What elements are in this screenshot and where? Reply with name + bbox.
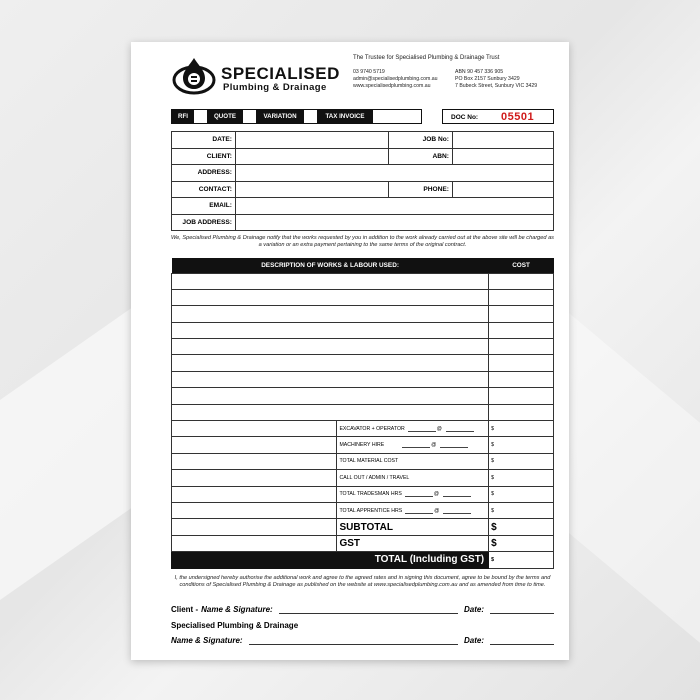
total-cost[interactable]: $ (489, 552, 554, 568)
company-name-signature-label: Name & Signature: (171, 636, 243, 645)
works-description-line[interactable] (172, 388, 489, 404)
client-signature-field[interactable] (279, 606, 458, 614)
works-cost-line[interactable] (489, 289, 554, 305)
machinery-hire-line[interactable]: MACHINERY HIRE @ (337, 437, 489, 453)
works-cost-line[interactable] (489, 388, 554, 404)
contact-field[interactable] (236, 181, 389, 198)
background-shape (550, 297, 700, 643)
works-line-blank (172, 502, 337, 518)
abn-number: ABN 90 457 336 905 (455, 69, 504, 75)
po-box: PO Box 2157 Sunbury 3429 (455, 76, 520, 82)
brand-logo-icon (171, 54, 217, 96)
company-name-row (171, 621, 554, 630)
works-description-line[interactable] (172, 322, 489, 338)
apprentice-hrs-line[interactable]: TOTAL APPRENTICE HRS @ (337, 502, 489, 518)
contact-label: CONTACT: (172, 181, 236, 198)
address-field[interactable] (236, 165, 554, 182)
email-field[interactable] (236, 198, 554, 215)
excavator-cost[interactable]: $ (489, 421, 554, 437)
cost-header: COST (489, 258, 554, 273)
phone-label: PHONE: (389, 181, 453, 198)
works-line-blank (172, 470, 337, 486)
client-signature-row (171, 605, 554, 614)
gst-label: GST (337, 535, 489, 551)
doc-number-label: DOC No: (451, 114, 479, 121)
subtotal-label: SUBTOTAL (337, 519, 489, 535)
works-cost-line[interactable] (489, 306, 554, 322)
checkbox-rfi[interactable] (194, 110, 207, 123)
type-label-quote: QUOTE (207, 110, 243, 123)
type-label-variation: VARIATION (256, 110, 304, 123)
checkbox-variation[interactable] (304, 110, 317, 123)
client-date-label: Date: (463, 605, 484, 614)
variation-notice: We, Specialised Plumbing & Drainage notify that the works requested by you in addition to the work already carried out at the above site will be charged as a variation or an extra payment pertaining to the same terms of the original contract. (171, 235, 554, 249)
company-signature-field[interactable] (249, 637, 458, 645)
email-label: EMAIL: (172, 198, 236, 215)
phone-field[interactable] (453, 181, 554, 198)
works-line-blank (172, 535, 337, 551)
apprentice-cost[interactable]: $ (489, 502, 554, 518)
gst-cost[interactable]: $ (489, 535, 554, 551)
works-description-line[interactable] (172, 355, 489, 371)
date-field[interactable] (236, 132, 389, 149)
document-type-bar (171, 109, 422, 124)
client-name-signature-label: Name & Signature: (201, 605, 273, 614)
excavator-line[interactable]: EXCAVATOR + OPERATOR @ (337, 421, 489, 437)
email-address: admin@specialisedplumbing.com.au (353, 76, 438, 82)
street-address: 7 Bubeck Street, Sunbury VIC 3429 (455, 83, 538, 89)
company-details (455, 69, 537, 90)
checkbox-tax-invoice[interactable] (373, 110, 421, 123)
subtotal-cost[interactable]: $ (489, 519, 554, 535)
works-cost-line[interactable] (489, 322, 554, 338)
company-name-label: Specialised Plumbing & Drainage (171, 621, 299, 630)
client-date-field[interactable] (490, 606, 554, 614)
works-description-line[interactable] (172, 289, 489, 305)
works-table (171, 258, 554, 569)
contact-details (353, 69, 438, 90)
works-line-blank (172, 486, 337, 502)
authorisation-text: I, the undersigned hereby authorise the additional work and agree to the agreed rates and in signing this document, agree to be bound by the terms and conditions of Specialised Plumbing & Drainage as published on the website at www.specialisedplumbing.com.au and as amended from time to time. (174, 575, 551, 589)
website: www.specialisedplumbing.com.au (353, 83, 431, 89)
job-no-field[interactable] (453, 132, 554, 149)
type-label-tax-invoice: TAX INVOICE (317, 110, 373, 123)
client-prefix: Client - (171, 605, 199, 614)
company-signature-row (171, 636, 554, 645)
material-cost[interactable]: $ (489, 453, 554, 469)
brand-name: SPECIALISED (221, 64, 340, 83)
type-label-rfi: RFI (172, 110, 194, 123)
client-info-table (171, 131, 554, 231)
works-cost-line[interactable] (489, 371, 554, 387)
callout-cost[interactable]: $ (489, 470, 554, 486)
tradesman-hrs-line[interactable]: TOTAL TRADESMAN HRS @ (337, 486, 489, 502)
tradesman-cost[interactable]: $ (489, 486, 554, 502)
works-line-blank (172, 453, 337, 469)
doc-number: 05501 (501, 111, 535, 123)
works-description-line[interactable] (172, 404, 489, 420)
material-cost-line: TOTAL MATERIAL COST (337, 453, 489, 469)
trustee-line: The Trustee for Specialised Plumbing & Drainage Trust (353, 55, 500, 61)
job-address-field[interactable] (236, 214, 554, 231)
abn-field[interactable] (453, 148, 554, 165)
abn-label: ABN: (389, 148, 453, 165)
checkbox-quote[interactable] (243, 110, 256, 123)
works-description-line[interactable] (172, 371, 489, 387)
client-label: CLIENT: (172, 148, 236, 165)
company-date-label: Date: (463, 636, 484, 645)
total-label: TOTAL (Including GST) (172, 552, 489, 568)
description-header: DESCRIPTION OF WORKS & LABOUR USED: (172, 258, 489, 273)
works-line-blank (172, 421, 337, 437)
works-description-line[interactable] (172, 273, 489, 289)
callout-line: CALL OUT / ADMIN / TRAVEL (337, 470, 489, 486)
works-cost-line[interactable] (489, 339, 554, 355)
date-label: DATE: (172, 132, 236, 149)
machinery-hire-cost[interactable]: $ (489, 437, 554, 453)
works-cost-line[interactable] (489, 404, 554, 420)
works-line-blank (172, 437, 337, 453)
works-description-line[interactable] (172, 306, 489, 322)
job-no-label: JOB No: (389, 132, 453, 149)
job-address-label: JOB ADDRESS: (172, 214, 236, 231)
client-field[interactable] (236, 148, 389, 165)
works-description-line[interactable] (172, 339, 489, 355)
works-line-blank (172, 519, 337, 535)
phone-number: 03 9740 5719 (353, 69, 385, 75)
brand-subtitle: Plumbing & Drainage (223, 82, 327, 93)
company-date-field[interactable] (490, 637, 554, 645)
works-cost-line[interactable] (489, 355, 554, 371)
doc-number-box (442, 109, 554, 124)
address-label: ADDRESS: (172, 165, 236, 182)
form-sheet (131, 42, 569, 660)
works-cost-line[interactable] (489, 273, 554, 289)
